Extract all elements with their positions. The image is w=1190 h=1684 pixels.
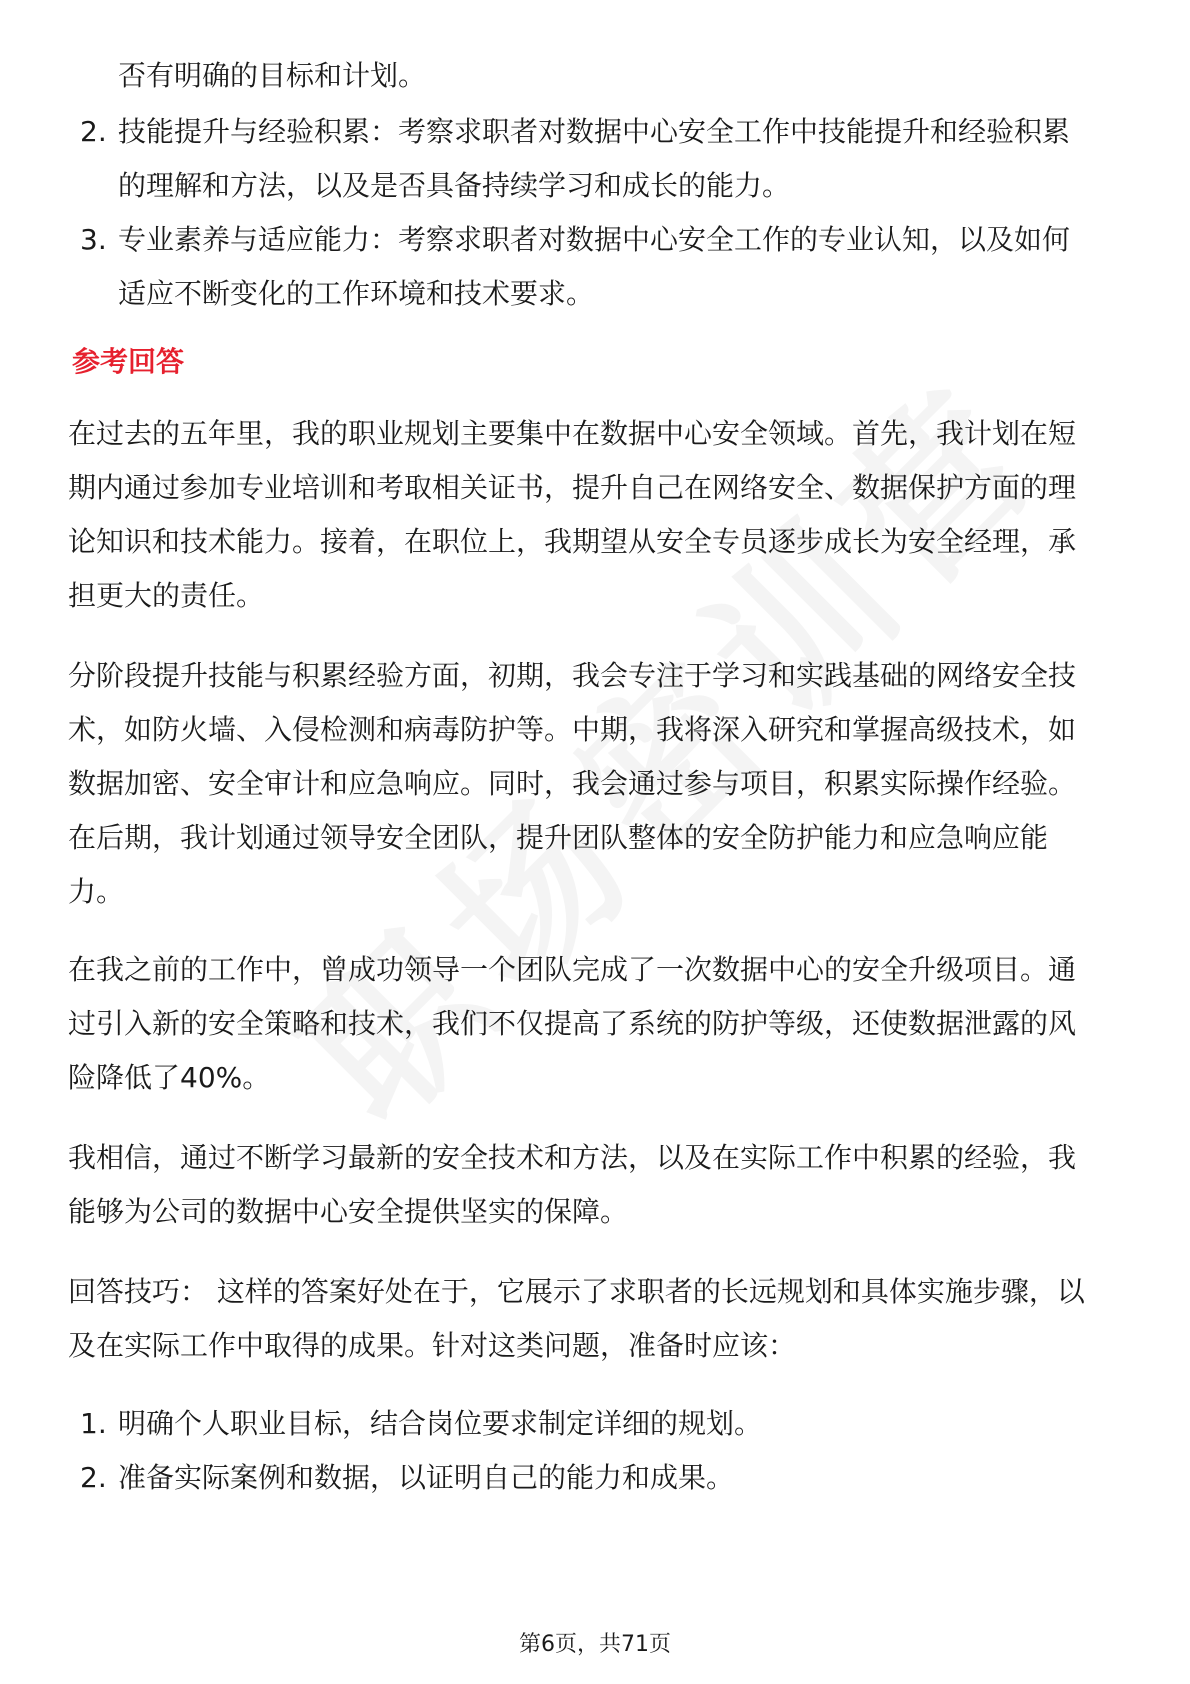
paragraph-line: 术，如防火墙、入侵检测和病毒防护等。中期，我将深入研究和掌握高级技术，如 (68, 713, 1077, 746)
paragraph-line: 在我之前的工作中，曾成功领导一个团队完成了一次数据中心的安全升级项目。通 (68, 953, 1077, 986)
list-item-text: 专业素养与适应能力：考察求职者对数据中心安全工作的专业认知，以及如何 (118, 223, 1071, 256)
paragraph-line: 在过去的五年里，我的职业规划主要集中在数据中心安全领域。首先，我计划在短 (68, 417, 1077, 450)
list-item-text: 的理解和方法，以及是否具备持续学习和成长的能力。 (118, 169, 791, 202)
paragraph-line: 过引入新的安全策略和技术，我们不仅提高了系统的防护等级，还使数据泄露的风 (68, 1007, 1077, 1040)
list-number: 2. (80, 1461, 107, 1494)
list-number: 1. (80, 1407, 107, 1440)
paragraph-line: 险降低了40%。 (68, 1061, 271, 1094)
paragraph-line: 回答技巧： 这样的答案好处在于，它展示了求职者的长远规划和具体实施步骤，以 (68, 1275, 1085, 1308)
list-number: 3. (80, 223, 107, 256)
page-number-footer: 第6页，共71页 (519, 1632, 671, 1657)
list-item-text: 适应不断变化的工作环境和技术要求。 (118, 277, 595, 310)
list-number: 2. (80, 115, 107, 148)
paragraph-line: 我相信，通过不断学习最新的安全技术和方法，以及在实际工作中积累的经验，我 (68, 1141, 1077, 1174)
paragraph-line: 论知识和技术能力。接着，在职位上，我期望从安全专员逐步成长为安全经理，承 (68, 525, 1077, 558)
paragraph-line: 担更大的责任。 (68, 579, 265, 612)
list-item-text: 技能提升与经验积累：考察求职者对数据中心安全工作中技能提升和经验积累 (118, 115, 1071, 148)
list-item-text: 明确个人职业目标，结合岗位要求制定详细的规划。 (118, 1407, 763, 1440)
paragraph-line: 力。 (68, 875, 125, 908)
paragraph-line: 期内通过参加专业培训和考取相关证书，提升自己在网络安全、数据保护方面的理 (68, 471, 1077, 504)
list-item-continuation: 否有明确的目标和计划。 (118, 59, 427, 92)
paragraph-line: 及在实际工作中取得的成果。针对这类问题，准备时应该： (68, 1329, 797, 1362)
paragraph-line: 分阶段提升技能与积累经验方面，初期，我会专注于学习和实践基础的网络安全技 (68, 659, 1077, 692)
section-heading: 参考回答 (72, 345, 185, 378)
paragraph-line: 能够为公司的数据中心安全提供坚实的保障。 (68, 1195, 629, 1228)
paragraph-line: 数据加密、安全审计和应急响应。同时，我会通过参与项目，积累实际操作经验。 (68, 767, 1077, 800)
list-item-text: 准备实际案例和数据，以证明自己的能力和成果。 (118, 1461, 735, 1494)
paragraph-line: 在后期，我计划通过领导安全团队，提升团队整体的安全防护能力和应急响应能 (68, 821, 1049, 854)
